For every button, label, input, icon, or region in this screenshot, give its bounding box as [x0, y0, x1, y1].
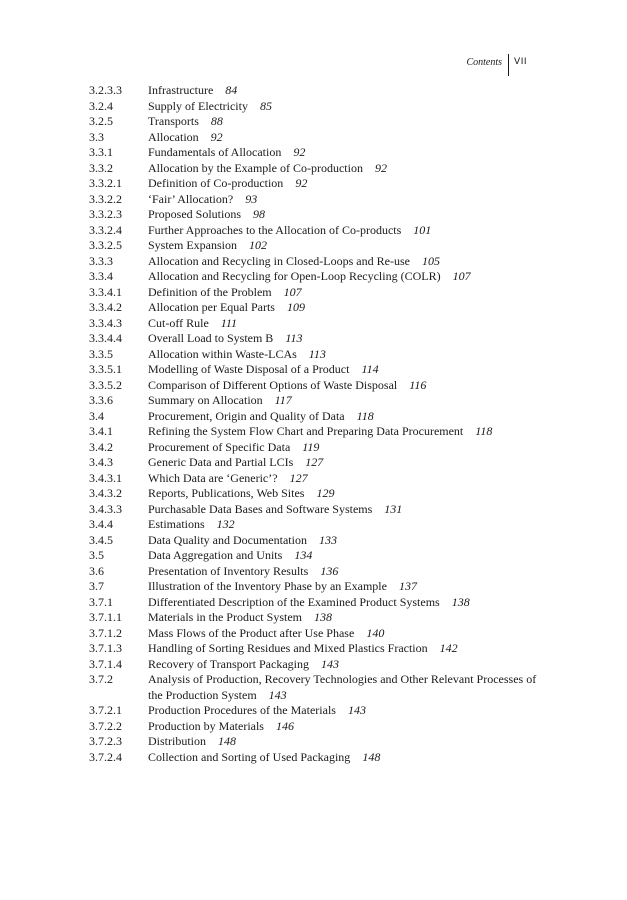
- toc-entry-number: 3.7.1.2: [89, 625, 122, 640]
- toc-entry: [89, 734, 539, 750]
- toc-entry: [89, 192, 539, 208]
- toc-entry: [89, 254, 539, 270]
- toc-entry-text: [148, 424, 539, 440]
- toc-entry-text: [148, 378, 539, 394]
- toc-entry-title: Mass Flows of the Product after Use Phase: [148, 625, 355, 640]
- toc-entry-title: Analysis of Production, Recovery Technologies and Other Relevant Processes of the Production System: [148, 672, 537, 702]
- toc-entry-number: 3.3.4: [89, 269, 113, 283]
- toc-entry-number: 3.7: [89, 579, 104, 593]
- toc-entry-number: 3.2.3.3: [89, 83, 122, 97]
- toc-entry-title: Collection and Sorting of Used Packaging: [148, 749, 351, 764]
- toc-entry-text: [148, 99, 539, 115]
- toc-entry-text: [148, 207, 539, 223]
- toc-entry-text: [148, 254, 539, 270]
- toc-entry-page: 134: [294, 548, 313, 562]
- toc-entry-number: 3.4: [89, 408, 104, 423]
- toc-entry-title: Proposed Solutions: [148, 207, 242, 221]
- toc-entry: [89, 517, 539, 533]
- toc-entry-number: 3.3.2: [89, 160, 113, 175]
- toc-entry: [89, 471, 539, 487]
- toc-entry-page: 127: [289, 470, 308, 485]
- toc-entry-text: [148, 579, 539, 595]
- toc-entry-text: [148, 440, 539, 456]
- toc-entry-page: 136: [320, 563, 339, 578]
- toc-entry-number: 3.4.3.2: [89, 486, 122, 500]
- toc-entry-text: [148, 130, 539, 146]
- toc-entry-text: [148, 362, 539, 378]
- toc-entry-number: 3.4.4: [89, 517, 113, 531]
- toc-entry-title: Data Quality and Documentation: [148, 532, 307, 547]
- toc-entry-text: [148, 114, 539, 130]
- toc-entry-number: 3.7.2.3: [89, 734, 122, 748]
- toc-entry-text: [148, 285, 539, 301]
- toc-entry-title: ‘Fair’ Allocation?: [148, 191, 234, 206]
- toc-entry-text: [148, 672, 539, 703]
- toc-entry: [89, 362, 539, 378]
- toc-entry-page: 142: [439, 641, 458, 655]
- toc-entry: [89, 269, 539, 285]
- toc-entry-page: 92: [374, 160, 387, 175]
- toc-entry-number: 3.7.1: [89, 594, 113, 609]
- toc-entry-text: [148, 641, 539, 657]
- toc-entry-text: [148, 502, 539, 518]
- toc-entry-title: Overall Load to System B: [148, 331, 274, 345]
- toc-entry-text: [148, 269, 539, 285]
- toc-entry-text: [148, 626, 539, 642]
- toc-entry-title: Presentation of Inventory Results: [148, 563, 309, 578]
- toc-entry-number: 3.7.2: [89, 672, 113, 686]
- toc-entry: [89, 641, 539, 657]
- toc-entry-page: 131: [384, 501, 403, 516]
- toc-entry: [89, 176, 539, 192]
- running-head: [466, 51, 527, 73]
- toc-entry-text: [148, 238, 539, 254]
- toc-entry-text: [148, 331, 539, 347]
- toc-entry: [89, 750, 539, 766]
- toc-entry: [89, 238, 539, 254]
- toc-entry-page: 117: [274, 393, 292, 407]
- toc-entry-page: 92: [295, 176, 308, 190]
- toc-entry-number: 3.4.3: [89, 455, 113, 469]
- toc-entry-page: 84: [225, 83, 238, 97]
- toc-entry-number: 3.2.5: [89, 114, 113, 128]
- toc-entry-page: 107: [452, 269, 471, 283]
- toc-entry: [89, 83, 539, 99]
- toc-entry-text: [148, 719, 539, 735]
- toc-entry-title: Allocation: [148, 129, 199, 144]
- toc-entry-text: [148, 455, 539, 471]
- toc-entry-text: [148, 533, 539, 549]
- toc-entry-number: 3.4.1: [89, 424, 113, 438]
- toc-entry: [89, 579, 539, 595]
- toc-entry-page: 129: [316, 486, 335, 500]
- toc-entry-page: 92: [210, 129, 223, 144]
- toc-entry: [89, 548, 539, 564]
- toc-entry-page: 113: [308, 346, 326, 361]
- toc-entry: [89, 114, 539, 130]
- toc-entry-text: [148, 83, 539, 99]
- toc-entry-title: Reports, Publications, Web Sites: [148, 486, 305, 500]
- toc-entry-text: [148, 145, 539, 161]
- toc-entry-page: 93: [245, 191, 258, 206]
- toc-entry: [89, 486, 539, 502]
- toc-entry-number: 3.3.4.2: [89, 300, 122, 314]
- toc-entry-number: 3.4.3.1: [89, 470, 122, 485]
- toc-entry-number: 3.7.1.4: [89, 656, 122, 671]
- toc-entry-number: 3.2.4: [89, 98, 113, 113]
- toc-entry-title: Allocation within Waste-LCAs: [148, 346, 297, 361]
- toc-entry-page: 143: [347, 703, 366, 717]
- toc-entry-page: 138: [451, 594, 470, 609]
- toc-entry-title: Production by Materials: [148, 718, 264, 733]
- toc-entry: [89, 595, 539, 611]
- toc-entry: [89, 145, 539, 161]
- toc-entry-page: 114: [361, 362, 379, 376]
- toc-entry: [89, 316, 539, 332]
- toc-entry-number: 3.7.2.4: [89, 749, 122, 764]
- toc-entry-title: Allocation and Recycling in Closed-Loops and Re-use: [148, 253, 410, 268]
- toc-entry-number: 3.6: [89, 563, 104, 578]
- toc-entry-page: 116: [409, 377, 427, 392]
- toc-entry-text: [148, 564, 539, 580]
- toc-entry-page: 140: [366, 625, 385, 640]
- toc-entry: [89, 703, 539, 719]
- toc-entry-title: Supply of Electricity: [148, 98, 248, 113]
- toc-entry-title: Comparison of Different Options of Waste Disposal: [148, 377, 398, 392]
- toc-entry-text: [148, 176, 539, 192]
- toc-entry-number: 3.7.1.1: [89, 610, 122, 624]
- toc-entry-text: [148, 393, 539, 409]
- toc-entry-page: 107: [283, 284, 302, 299]
- toc-entry-title: Transports: [148, 114, 199, 128]
- table-of-contents: [89, 83, 539, 765]
- toc-entry-title: Handling of Sorting Residues and Mixed Plastics Fraction: [148, 641, 428, 655]
- toc-entry-page: 127: [305, 455, 324, 469]
- toc-entry-title: Allocation by the Example of Co-production: [148, 160, 363, 175]
- toc-entry-page: 118: [356, 408, 374, 423]
- toc-entry-page: 88: [210, 114, 223, 128]
- toc-entry-page: 138: [313, 610, 332, 624]
- toc-entry-text: [148, 347, 539, 363]
- toc-entry-number: 3.3.5.2: [89, 377, 122, 392]
- toc-entry: [89, 161, 539, 177]
- toc-entry-number: 3.3.6: [89, 393, 113, 407]
- toc-entry-number: 3.3.5.1: [89, 362, 122, 376]
- toc-entry-title: Infrastructure: [148, 83, 214, 97]
- toc-entry-page: 132: [216, 517, 235, 531]
- toc-entry-page: 148: [362, 749, 381, 764]
- header-divider: [508, 54, 509, 76]
- toc-entry: [89, 440, 539, 456]
- toc-entry-text: [148, 223, 539, 239]
- toc-entry-page: 98: [253, 207, 266, 221]
- toc-entry-page: 101: [413, 222, 432, 237]
- toc-entry-title: Definition of the Problem: [148, 284, 272, 299]
- toc-entry-number: 3.7.1.3: [89, 641, 122, 655]
- toc-entry-title: Data Aggregation and Units: [148, 548, 283, 562]
- toc-entry: [89, 610, 539, 626]
- toc-entry: [89, 564, 539, 580]
- toc-entry-text: [148, 595, 539, 611]
- toc-entry-title: Allocation per Equal Parts: [148, 300, 275, 314]
- toc-entry-title: Differentiated Description of the Examined Product Systems: [148, 594, 440, 609]
- toc-entry-text: [148, 734, 539, 750]
- toc-entry-number: 3.3: [89, 129, 104, 144]
- toc-entry-number: 3.3.2.4: [89, 222, 122, 237]
- toc-entry-title: Illustration of the Inventory Phase by an Example: [148, 579, 387, 593]
- toc-entry-title: Summary on Allocation: [148, 393, 263, 407]
- toc-entry: [89, 719, 539, 735]
- toc-entry: [89, 672, 539, 703]
- toc-entry-number: 3.7.2.1: [89, 703, 122, 717]
- toc-entry: [89, 378, 539, 394]
- toc-entry-number: 3.7.2.2: [89, 718, 122, 733]
- toc-entry: [89, 424, 539, 440]
- toc-entry-number: 3.3.2.3: [89, 207, 122, 221]
- toc-entry-title: Which Data are ‘Generic’?: [148, 470, 278, 485]
- toc-entry-text: [148, 703, 539, 719]
- toc-entry: [89, 657, 539, 673]
- toc-entry: [89, 223, 539, 239]
- toc-entry-number: 3.3.1: [89, 145, 113, 159]
- toc-entry-text: [148, 657, 539, 673]
- toc-entry: [89, 207, 539, 223]
- toc-entry-page: 111: [220, 315, 237, 330]
- toc-entry-number: 3.3.2.1: [89, 176, 122, 190]
- toc-entry-text: [148, 300, 539, 316]
- toc-entry-text: [148, 750, 539, 766]
- toc-entry-page: 133: [318, 532, 337, 547]
- page-number: VII: [514, 57, 527, 67]
- toc-entry: [89, 300, 539, 316]
- toc-entry: [89, 347, 539, 363]
- toc-entry-number: 3.4.3.3: [89, 501, 122, 516]
- toc-entry-title: Recovery of Transport Packaging: [148, 656, 309, 671]
- toc-entry: [89, 393, 539, 409]
- toc-entry-title: Allocation and Recycling for Open-Loop Recycling (COLR): [148, 269, 441, 283]
- toc-entry-text: [148, 409, 539, 425]
- toc-entry-title: Estimations: [148, 517, 205, 531]
- toc-entry-text: [148, 610, 539, 626]
- toc-entry-title: System Expansion: [148, 238, 237, 252]
- toc-entry-page: 92: [293, 145, 306, 159]
- toc-entry-title: Procurement, Origin and Quality of Data: [148, 408, 345, 423]
- toc-entry-page: 113: [285, 331, 303, 345]
- toc-entry-number: 3.5: [89, 548, 104, 562]
- toc-entry: [89, 130, 539, 146]
- toc-entry-text: [148, 486, 539, 502]
- toc-entry-text: [148, 316, 539, 332]
- toc-entry-page: 148: [218, 734, 237, 748]
- toc-entry-number: 3.4.2: [89, 439, 113, 454]
- toc-entry: [89, 455, 539, 471]
- toc-entry-text: [148, 517, 539, 533]
- toc-entry-number: 3.3.2.5: [89, 238, 122, 252]
- toc-entry-number: 3.3.3: [89, 253, 113, 268]
- toc-entry-title: Cut-off Rule: [148, 315, 209, 330]
- toc-entry: [89, 99, 539, 115]
- toc-entry: [89, 285, 539, 301]
- toc-entry-title: Modelling of Waste Disposal of a Product: [148, 362, 350, 376]
- toc-entry-title: Further Approaches to the Allocation of Co-products: [148, 222, 402, 237]
- toc-entry-title: Procurement of Specific Data: [148, 439, 291, 454]
- toc-entry-text: [148, 161, 539, 177]
- toc-entry-number: 3.4.5: [89, 532, 113, 547]
- toc-entry-title: Purchasable Data Bases and Software Systems: [148, 501, 373, 516]
- toc-entry-page: 143: [268, 687, 287, 702]
- toc-entry-title: Distribution: [148, 734, 207, 748]
- toc-entry-page: 118: [475, 424, 493, 438]
- toc-entry-number: 3.3.4.1: [89, 284, 122, 299]
- toc-entry-number: 3.3.5: [89, 346, 113, 361]
- toc-entry: [89, 626, 539, 642]
- toc-entry: [89, 409, 539, 425]
- toc-entry-title: Materials in the Product System: [148, 610, 302, 624]
- toc-entry: [89, 502, 539, 518]
- toc-entry-page: 119: [302, 439, 320, 454]
- toc-entry-page: 85: [259, 98, 272, 113]
- toc-entry-page: 143: [320, 656, 339, 671]
- toc-entry-title: Refining the System Flow Chart and Preparing Data Procurement: [148, 424, 464, 438]
- toc-entry-number: 3.3.4.4: [89, 331, 122, 345]
- toc-entry-title: Generic Data and Partial LCIs: [148, 455, 294, 469]
- toc-entry-page: 146: [275, 718, 294, 733]
- toc-entry-text: [148, 471, 539, 487]
- running-head-title: Contents: [466, 56, 503, 68]
- toc-entry-number: 3.3.2.2: [89, 191, 122, 206]
- toc-entry: [89, 533, 539, 549]
- toc-entry-text: [148, 192, 539, 208]
- toc-entry-page: 109: [286, 300, 305, 314]
- toc-entry-text: [148, 548, 539, 564]
- toc-entry-page: 137: [398, 579, 417, 593]
- toc-entry-number: 3.3.4.3: [89, 315, 122, 330]
- toc-entry-title: Definition of Co-production: [148, 176, 284, 190]
- toc-entry-page: 102: [249, 238, 267, 252]
- toc-entry-title: Fundamentals of Allocation: [148, 145, 282, 159]
- toc-entry-page: 105: [421, 253, 440, 268]
- toc-entry-title: Production Procedures of the Materials: [148, 703, 336, 717]
- toc-entry: [89, 331, 539, 347]
